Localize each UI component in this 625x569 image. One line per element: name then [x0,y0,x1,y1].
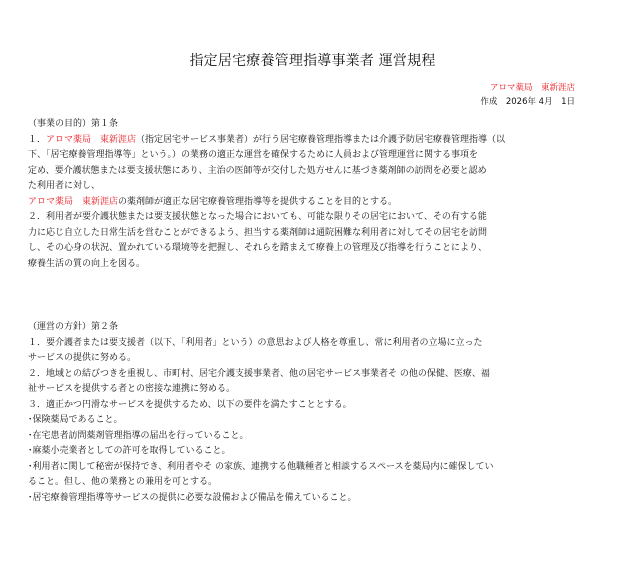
creation-date: 作成 2026年 4月 1日 [480,97,575,107]
requirement-item-continued: ること。但し、他の業務との兼用を可とする。 [28,477,218,487]
article-2-line: 祉サービスを提供する者との密接な連携に努める。 [28,384,236,394]
article-2-line: ２．地域との結びつきを重視し、市町村、居宅介護支援事業者、他の居宅サービス事業者そ の他の保健、医療、福 [28,368,490,379]
article-1-heading: （事業の目的）第１条 [28,119,119,129]
document-title: 指定居宅療養管理指導事業者 運営規程 [189,53,436,69]
pharmacy-name: アロマ薬局 東新涯店 [489,83,575,93]
requirement-item: ･居宅療養管理指導等サービスの提供に必要な設備および備品を備えていること。 [28,492,357,503]
clause-text: の薬剤師が適正な居宅療養管理指導等を提供することを目的とする。 [118,196,398,207]
article-1-line: 力に応じ自立した日常生活を営むことができるよう、担当する薬剤師は通院困難な利用者に対してその居宅を訪問 [28,227,488,238]
article-1-line: た利用者に対し、 [28,181,101,191]
article-1-line: 療養生活の質の向上を図る。 [28,258,146,269]
article-1-line: し、その心身の状況、置かれている環境等を把握し、それらを踏まえて療養上の管理及び指導を行うことにより、 [28,243,488,253]
requirement-item: ･利用者に関して秘密が保持でき、利用者やそ の家族、連携する他職種者と相談するスペースを薬局内に確保してい [28,461,494,472]
article-1-line [28,133,600,149]
requirement-item: ･保険薬局であること。 [28,415,123,425]
article-2-line: サービスの提供に努める。 [28,353,137,363]
article-2-heading: （運営の方針）第２条 [28,322,119,332]
article-1-line: 下、「居宅療養管理指導等」という。）の業務の適正な運営を確保するために人員および管理運営に関する事項を [28,150,479,160]
article-2-line: １．要介護者または要支援者（以下、「利用者」という）の意思および人格を尊重し、常に利用者の立場に立った [28,337,483,348]
article-2-line: ３．適正かつ円滑なサービスを提供するため、以下の要件を満たすこととする。 [28,399,352,410]
pharmacy-name-inline: アロマ薬局 東新涯店 [28,196,119,207]
requirement-item: ･麻薬小売業者としての許可を取得していること。 [28,446,231,456]
clause-text: （指定居宅サービス事業者）が行う居宅療養管理指導または介護予防居宅療養管理指導（以 [136,134,506,145]
article-1-line: 定め、要介護状態または要支援状態にあり、主治の医師等が交付した処方せんに基づき薬剤師の訪問を必要と認め [28,165,487,176]
article-1-line: ２．利用者が要介護状態または要支援状態となった場合においても、可能な限りその居宅において、その有する能 [28,212,487,222]
requirement-item: ･在宅患者訪問薬剤管理指導の届出を行っていること。 [28,430,249,441]
pharmacy-name-inline: アロマ薬局 東新涯店 [46,134,137,145]
clause-number: １． [28,134,47,145]
article-2 [28,320,600,506]
article-1-line [28,195,600,211]
article-1 [28,117,600,272]
